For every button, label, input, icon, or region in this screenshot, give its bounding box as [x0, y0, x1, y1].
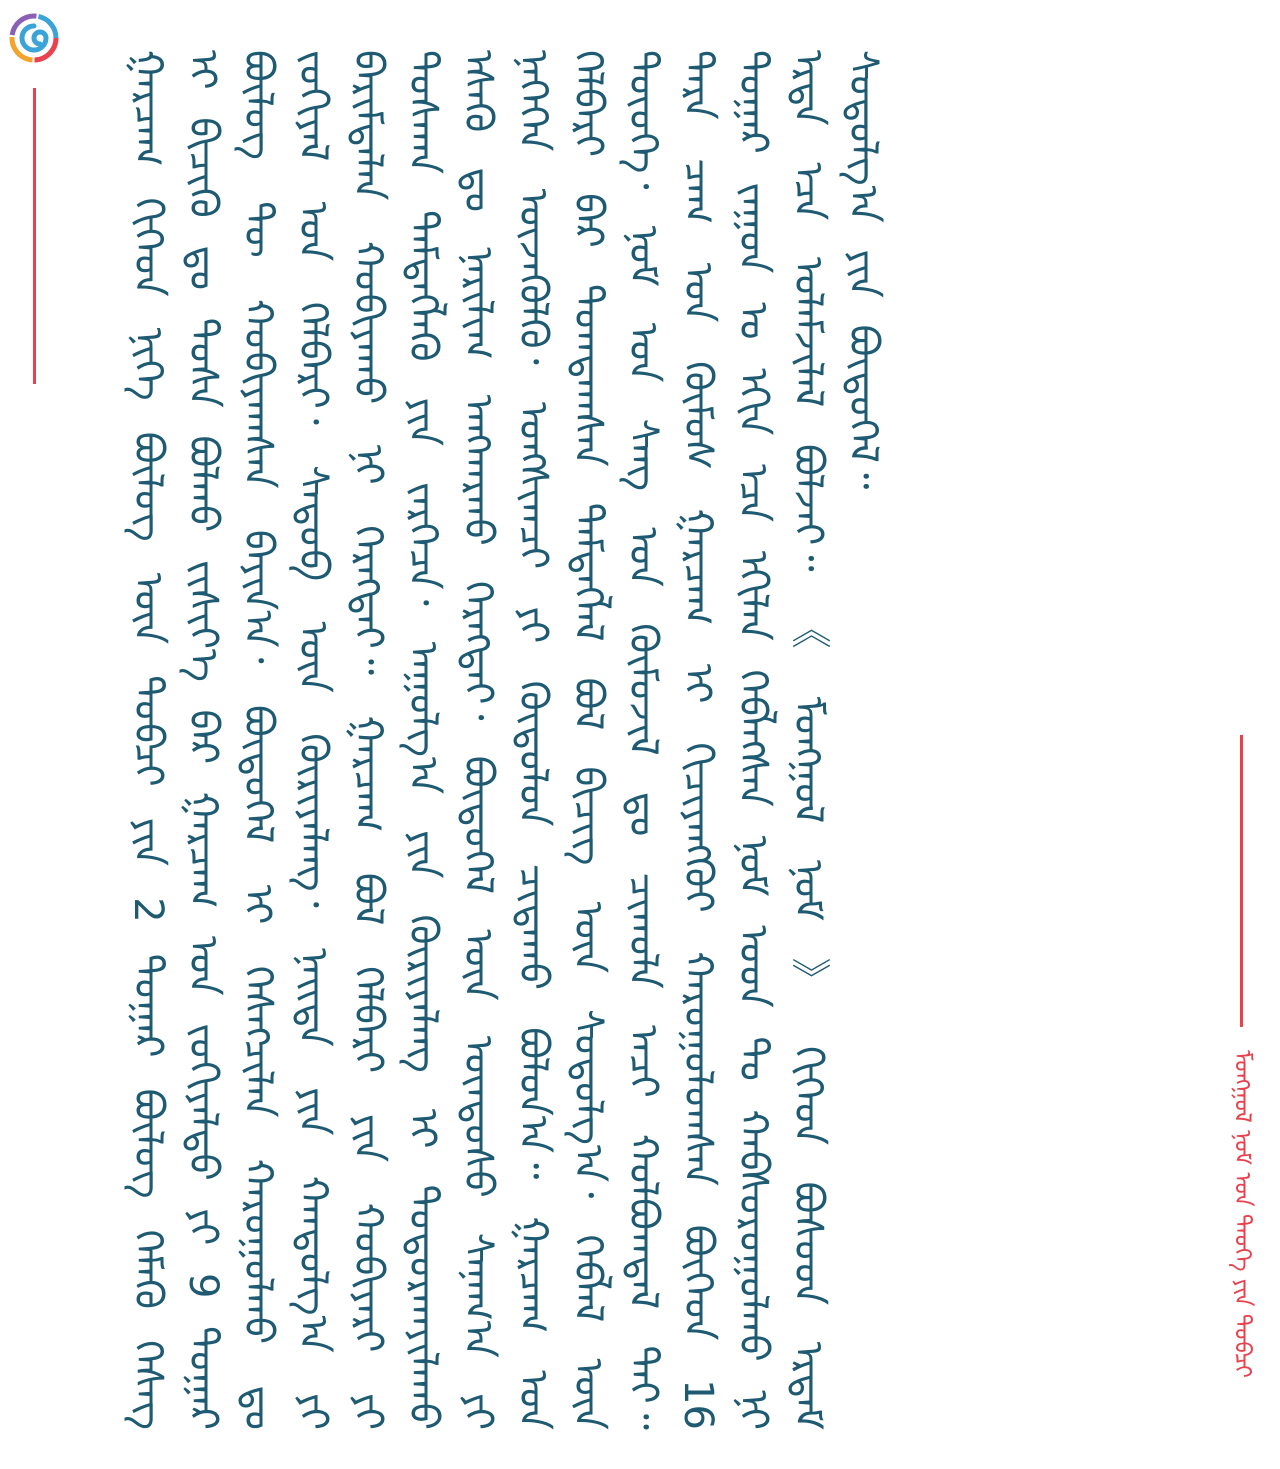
caption-divider-line: [1240, 735, 1243, 1027]
mongolian-body-text: [120, 50, 1180, 1430]
body-paragraph: ᠭᠠᠷᠴᠠᠭ ᠬᠢᠭᠡᠳ ᠨᠢᠭᠡ ᠪᠦᠯᠦᠭ ᠦᠨ ᠲᠣᠪᠴᠢ ᠶᠢᠨ 2 ᠳᠤᠭᠠᠷ ᠪᠦᠯᠦᠭ ᠬᠡᠮᠡᠬᠦ ᠬᠡᠰᠡᠭ ᠢ ᠪᠢᠴᠢᠬᠦ ᠳᠤ ᠲᠤᠰᠠ ᠪᠣᠯᠬᠤ ᠵᠢᠱᠢᠶ᠎ᠡ ᠪᠡᠷ ᠭᠠᠷᠴᠠᠭ ᠤᠨ ᠵᠣᠬᠢᠶᠠᠯᠳᠤ ᠶᠢ 9 ᠳᠤᠭᠠᠷ ᠪᠦᠯᠦᠭ ᠲᠦ ᠬᠤᠪᠢᠶᠠᠭᠰᠠᠨ ᠪᠠᠶᠢᠨ᠎ᠠ᠂ ᠪᠦᠲᠦᠭᠡᠯ ᠢ ᠬᠡᠰᠡᠭᠴᠢᠯᠡᠨ ᠬᠠᠷᠤᠭᠤᠯᠬᠤ ᠳᠤ ᠵᠣᠬᠢᠶᠠᠯ ᠤᠨ ᠬᠡᠯᠪᠡᠷᠢ᠂ ᠰᠡᠳᠦᠪ ᠦᠨ ᠬᠦᠷᠢᠶᠡᠯᠡᠩ᠂ ᠨᠡᠢᠲᠡ ᠶᠢᠨ ᠬᠠᠨᠳᠤᠯᠭ᠎ᠠ ᠶᠢ ᠪᠠᠷᠢᠮᠲᠠᠯᠠᠨ ᠬᠤᠪᠢᠶᠠᠬᠤ ᠨᠢ ᠬᠡᠷᠡᠭᠲᠡᠢ᠃ ᠭᠠᠷᠴᠠᠭ ᠪᠣᠯ ᠬᠡᠯᠪᠡᠷᠢ ᠶᠢᠨ ᠬᠤᠪᠢᠶᠠᠷᠢ ᠶᠢ ᠲᠤᠰᠬᠠᠨ ᠲᠡᠮᠳᠡᠭᠯᠡᠬᠦ ᠶᠢᠨ ᠵᠡᠷᠭᠡᠴᠡ᠂ ᠠᠭᠤᠯᠭ᠎ᠠ ᠶᠢᠨ ᠬᠦᠷᠢᠶᠡᠯᠡᠩ ᠢ ᠲᠣᠳᠤᠷᠬᠠᠶᠢᠯᠠᠬᠤ ᠡᠰᠡᠬᠦ ᠳᠤ ᠨᠠᠷᠢᠯᠢᠭ ᠠᠩᠬᠠᠷᠬᠤ ᠬᠡᠷᠡᠭᠲᠡᠢ᠂ ᠪᠦᠲᠦᠭᠡᠯ ᠦᠨ ᠦᠨᠳᠦᠰᠦ ᠰᠠᠨᠠᠭ᠎ᠠ ᠶᠢ ᠨᠡᠭᠡᠭᠡᠨ ᠦᠵᠡᠭᠦᠯᠬᠦ᠂ ᠤᠩᠰᠢᠭᠴᠢ ᠶᠢ ᠬᠥᠲᠦᠯᠦᠨ ᠴᠢᠳᠠᠬᠤ ᠪᠣᠯᠤᠨ᠎ᠠ᠃ ᠭᠠᠷᠴᠠᠭ ᠤᠨ ᠬᠡᠯᠪᠡᠷᠢ ᠪᠡᠷ ᠲᠣᠭᠲᠠᠭᠰᠠᠨ ᠲᠡᠮᠳᠡᠭᠯᠡᠯ ᠪᠣᠯ ᠪᠢᠴᠢᠭ ᠦᠨ ᠰᠤᠳᠤᠯᠭ᠎ᠠ᠂ ᠬᠡᠪᠯᠡᠯ ᠦᠨ ᠲᠦᠦᠬᠡ᠂ ᠨᠣᠮ ᠤᠨ ᠰᠠᠩ ᠤᠨ ᠬᠦᠮᠦᠵᠢᠯ ᠳᠤ ᠴᠢᠬᠤᠯᠠ ᠠᠴᠢ ᠬᠤᠯᠪᠣᠭᠳᠠᠯ ᠲᠠᠢ᠃ ᠲᠡᠷᠡ ᠴᠠᠭ ᠤᠨ ᠬᠦᠮᠦᠰ ᠭᠠᠷᠴᠠᠭ ᠢ ᠬᠢᠴᠢᠶᠡᠩᠭᠦᠢ ᠬᠠᠷᠤᠭᠤᠯᠤᠭᠰᠠᠨ ᠪᠥᠭᠡᠳ 16 ᠳᠤᠭᠠᠷ ᠵᠠᠭᠤᠨ ᠤ ᠡᠬᠢᠨ ᠡᠴᠡ ᠡᠬᠢᠯᠡᠨ ᠬᠡᠪᠯᠡᠭᠰᠡᠨ ᠨᠣᠮ ᠤᠳ ᠲᠤ ᠬᠠᠪᠰᠤᠷᠤᠭᠤᠯᠬᠤ ᠨᠢ ᠡᠷᠲᠡ ᠡᠴᠡ ᠤᠯᠠᠮᠵᠢᠯᠠᠯ ᠪᠣᠯᠵᠠᠢ᠃ 《 ᠮᠣᠩᠭᠣᠯ ᠨᠣᠮ 》 ᠬᠢᠭᠡᠳ ᠪᠤᠰᠤᠳ ᠡᠷᠳᠡᠮ ᠰᠣᠳᠤᠯᠭ᠎ᠠ ᠶᠢᠨ ᠪᠦᠲᠦᠭᠡᠯ᠃: [125, 50, 886, 1430]
spiral-logo-icon: [8, 12, 60, 64]
left-divider-line: [33, 88, 36, 384]
page-caption: ᠮᠣᠩᠭᠣᠯ ᠨᠣᠮ ᠤᠨ ᠲᠡᠦᠬᠡ ᠶᠢᠨ ᠲᠣᠪᠴᠢ: [1229, 1050, 1255, 1378]
